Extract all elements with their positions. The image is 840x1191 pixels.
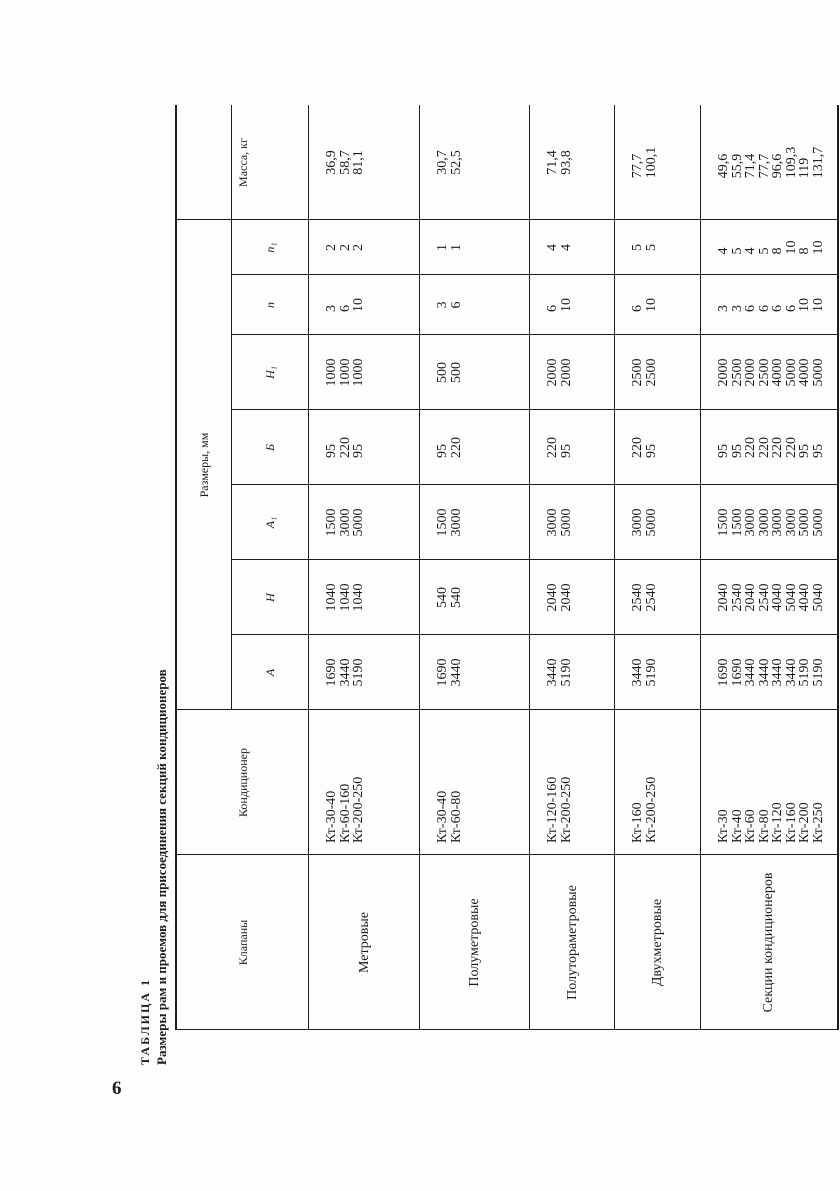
conditioner-model: Кт-120 [770, 802, 785, 843]
value-h1: 2000 [545, 358, 560, 387]
value-mass: 77,7 [630, 153, 645, 179]
value-a: 3440 [743, 658, 758, 687]
value-b: 220 [756, 437, 772, 458]
value-n: 6 [448, 301, 464, 309]
value-n1: 5 [643, 244, 659, 251]
value-h: 1040 [337, 583, 353, 612]
value-n1: 4 [716, 247, 731, 255]
value-b: 95 [351, 444, 366, 458]
cell-h [631, 560, 701, 635]
valve-group-name: Метровые [356, 912, 372, 973]
conditioner-model: Кт-40 [729, 809, 745, 843]
value-n: 6 [783, 305, 799, 312]
value-a: 5190 [810, 658, 826, 687]
value-a1: 3000 [783, 508, 799, 537]
cell-b [631, 410, 701, 485]
conditioner-model: Кт-160 [783, 802, 799, 843]
table-caption [135, 95, 171, 1065]
value-mass: 30,7 [435, 150, 450, 175]
value-n: 3 [729, 305, 745, 312]
value-b: 95 [716, 444, 731, 458]
cell-h1 [546, 335, 615, 410]
cell-mass [546, 105, 615, 220]
cell-a [631, 635, 701, 710]
header-H1: Н₁ [263, 366, 277, 379]
header-n1: n₁ [263, 242, 277, 253]
value-mass: 49,6 [716, 153, 731, 179]
value-b: 95 [435, 444, 450, 458]
value-mass: 36,9 [324, 150, 339, 175]
cell-b [717, 410, 837, 485]
value-a1: 1500 [716, 508, 731, 537]
value-a: 5190 [351, 658, 366, 687]
value-n: 6 [756, 305, 772, 312]
value-n1: 1 [435, 244, 450, 251]
conditioner-list [717, 710, 837, 855]
value-a1: 5000 [797, 508, 812, 537]
value-h: 2540 [756, 583, 772, 612]
cell-a1 [717, 485, 837, 560]
cell-a1 [546, 485, 615, 560]
header-A1: А₁ [263, 516, 277, 529]
cell-n1 [546, 220, 615, 275]
valve-group-name: Полутораметровые [564, 885, 580, 1000]
value-n1: 4 [558, 244, 574, 251]
conditioner-model: Кт-60-160 [337, 783, 353, 843]
cell-h1 [436, 335, 530, 410]
conditioner-model: Кт-200-250 [351, 776, 366, 843]
conditioner-model: Кт-30 [716, 809, 731, 843]
value-mass: 58,7 [337, 150, 353, 175]
cell-n [717, 275, 837, 335]
page-number: 6 [112, 1078, 122, 1099]
conditioner-model: Кт-60-80 [448, 790, 464, 843]
value-a: 3440 [630, 658, 645, 687]
value-mass: 93,8 [558, 150, 574, 175]
value-mass: 71,4 [743, 153, 758, 179]
cell-a [717, 635, 837, 710]
value-mass: 77,7 [756, 153, 772, 179]
cell-a [325, 635, 420, 710]
cell-b [546, 410, 615, 485]
value-a: 1690 [324, 658, 339, 687]
cell-n [436, 275, 530, 335]
value-a1: 1500 [435, 508, 450, 537]
value-b: 220 [337, 437, 353, 458]
cell-a1 [325, 485, 420, 560]
value-n1: 10 [783, 240, 799, 255]
value-n: 3 [716, 305, 731, 312]
cell-h [436, 560, 530, 635]
value-a1: 3000 [448, 508, 464, 537]
value-h: 2040 [716, 583, 731, 612]
value-b: 220 [743, 437, 758, 458]
value-h1: 5000 [783, 358, 799, 387]
value-n1: 2 [337, 244, 353, 251]
value-mass: 119 [797, 157, 812, 179]
value-b: 220 [783, 437, 799, 458]
value-b: 95 [729, 444, 745, 458]
value-n: 3 [435, 301, 450, 309]
value-n: 6 [630, 305, 645, 312]
value-h1: 1000 [337, 358, 353, 387]
cell-n [546, 275, 615, 335]
value-a1: 3000 [743, 508, 758, 537]
value-a: 3440 [770, 658, 785, 687]
conditioner-model: Кт-60 [743, 809, 758, 843]
cell-n [325, 275, 420, 335]
value-n: 10 [351, 298, 366, 312]
value-h: 1040 [324, 583, 339, 612]
value-n1: 2 [324, 244, 339, 251]
value-n: 10 [810, 298, 826, 312]
cell-a1 [631, 485, 701, 560]
value-n: 10 [797, 298, 812, 312]
value-mass: 100,1 [643, 146, 659, 179]
value-a: 5190 [797, 658, 812, 687]
value-mass: 109,3 [783, 146, 799, 179]
cell-b [325, 410, 420, 485]
value-n: 3 [324, 305, 339, 312]
valve-group-name: Полуметровые [467, 898, 482, 987]
value-b: 220 [630, 437, 645, 458]
value-a1: 3000 [770, 508, 785, 537]
value-h: 2540 [643, 583, 659, 612]
value-b: 95 [643, 444, 659, 458]
header-mass: Масса, кг [235, 138, 250, 187]
value-h1: 500 [448, 362, 464, 383]
value-mass: 71,4 [545, 150, 560, 175]
cell-h [717, 560, 837, 635]
value-h1: 4000 [770, 358, 785, 387]
cell-n1 [717, 220, 837, 275]
value-h1: 2000 [716, 358, 731, 387]
value-h1: 2500 [630, 358, 645, 387]
cell-a1 [436, 485, 530, 560]
cell-b [436, 410, 530, 485]
value-n1: 8 [797, 247, 812, 255]
value-mass: 131,7 [810, 146, 826, 179]
value-b: 95 [324, 444, 339, 458]
value-n: 6 [743, 305, 758, 312]
cell-a [546, 635, 615, 710]
value-a: 3440 [783, 658, 799, 687]
value-h1: 2500 [729, 358, 745, 387]
header-valves: Клапаны [235, 919, 250, 966]
conditioner-model: Кт-120-160 [545, 776, 560, 843]
conditioner-model: Кт-200-250 [558, 776, 574, 843]
table-label: ТАБЛИЦА 1 [138, 978, 152, 1065]
cell-mass [325, 105, 420, 220]
value-a: 5190 [558, 658, 574, 687]
value-a1: 3000 [756, 508, 772, 537]
value-h1: 2500 [756, 358, 772, 387]
cell-n1 [325, 220, 420, 275]
value-a1: 1500 [324, 508, 339, 537]
cell-mass [436, 105, 530, 220]
valve-group-name: Секции кондиционеров [761, 872, 776, 1013]
value-b: 95 [558, 444, 574, 458]
value-a: 3440 [756, 658, 772, 687]
conditioner-model: Кт-200 [797, 802, 812, 843]
value-b: 220 [770, 437, 785, 458]
value-n1: 1 [448, 244, 464, 251]
value-h1: 5000 [810, 358, 826, 387]
value-mass: 55,9 [729, 153, 745, 179]
conditioner-model: Кт-250 [810, 802, 826, 843]
value-a1: 5000 [351, 508, 366, 537]
value-b: 95 [810, 444, 826, 458]
value-h: 4040 [770, 583, 785, 612]
value-n: 6 [770, 305, 785, 312]
value-a1: 5000 [810, 508, 826, 537]
value-n1: 2 [351, 244, 366, 251]
header-H: Н [263, 593, 277, 602]
cell-n [631, 275, 701, 335]
conditioner-list [436, 710, 530, 855]
value-h: 540 [435, 587, 450, 608]
value-a1: 3000 [337, 508, 353, 537]
value-h: 2040 [545, 583, 560, 612]
value-a1: 5000 [558, 508, 574, 537]
value-h: 5040 [783, 583, 799, 612]
value-h1: 1000 [324, 358, 339, 387]
value-h1: 500 [435, 362, 450, 383]
value-n1: 10 [810, 240, 826, 255]
valve-group-name: Двухметровые [650, 898, 665, 987]
conditioner-model: Кт-30-40 [435, 790, 450, 843]
value-a: 1690 [729, 658, 745, 687]
value-mass: 52,5 [448, 150, 464, 175]
cell-n1 [631, 220, 701, 275]
value-b: 220 [448, 437, 464, 458]
value-a1: 3000 [630, 508, 645, 537]
conditioner-model: Кт-30-40 [324, 790, 339, 843]
value-n1: 4 [545, 244, 560, 251]
value-a: 3440 [337, 658, 353, 687]
value-h: 5040 [810, 583, 826, 612]
table-title: Размеры рам и проемов для присоединения секций кондиционеров [154, 669, 169, 1065]
cell-h1 [631, 335, 701, 410]
conditioner-model: Кт-80 [756, 809, 772, 843]
cell-h1 [717, 335, 837, 410]
cell-h [325, 560, 420, 635]
value-mass: 81,1 [351, 150, 366, 175]
cell-mass [631, 105, 701, 220]
dimensions-table [175, 70, 839, 1030]
value-h: 2540 [630, 583, 645, 612]
value-n1: 5 [630, 244, 645, 251]
value-n1: 4 [743, 247, 758, 255]
value-n1: 5 [756, 247, 772, 255]
value-n1: 5 [729, 247, 745, 255]
value-h1: 2000 [743, 358, 758, 387]
value-a1: 1500 [729, 508, 745, 537]
value-h: 4040 [797, 583, 812, 612]
cell-h1 [325, 335, 420, 410]
value-n: 10 [558, 298, 574, 312]
conditioner-list [631, 710, 701, 855]
header-conditioner: Кондиционер [235, 748, 250, 817]
value-h1: 4000 [797, 358, 812, 387]
value-a: 3440 [448, 658, 464, 687]
value-a: 1690 [435, 658, 450, 687]
header-A: А [263, 668, 277, 677]
value-n: 6 [337, 305, 353, 312]
value-h: 2540 [729, 583, 745, 612]
value-h1: 2500 [643, 358, 659, 387]
header-B: Б [263, 443, 277, 452]
value-b: 220 [545, 437, 560, 458]
value-a: 3440 [545, 658, 560, 687]
value-h1: 1000 [351, 358, 366, 387]
cell-n1 [436, 220, 530, 275]
conditioner-model: Кт-200-250 [643, 776, 659, 843]
value-a: 1690 [716, 658, 731, 687]
value-h1: 2000 [558, 358, 574, 387]
header-dimensions: Размеры, мм [197, 432, 211, 498]
value-n: 10 [643, 298, 659, 312]
value-a: 5190 [643, 658, 659, 687]
value-a1: 3000 [545, 508, 560, 537]
value-h: 1040 [351, 583, 366, 612]
value-b: 95 [797, 444, 812, 458]
value-a1: 5000 [643, 508, 659, 537]
conditioner-list [546, 710, 615, 855]
header-n: n [263, 302, 277, 308]
value-h: 540 [448, 587, 464, 608]
rotated-table-block [135, 95, 835, 1065]
conditioner-model: Кт-160 [630, 802, 645, 843]
value-n: 6 [545, 305, 560, 312]
cell-a [436, 635, 530, 710]
conditioner-list [325, 710, 420, 855]
value-h: 2040 [558, 583, 574, 612]
cell-h [546, 560, 615, 635]
cell-mass [717, 105, 837, 220]
value-h: 2040 [743, 583, 758, 612]
value-mass: 96,6 [770, 153, 785, 179]
value-n1: 8 [770, 247, 785, 255]
